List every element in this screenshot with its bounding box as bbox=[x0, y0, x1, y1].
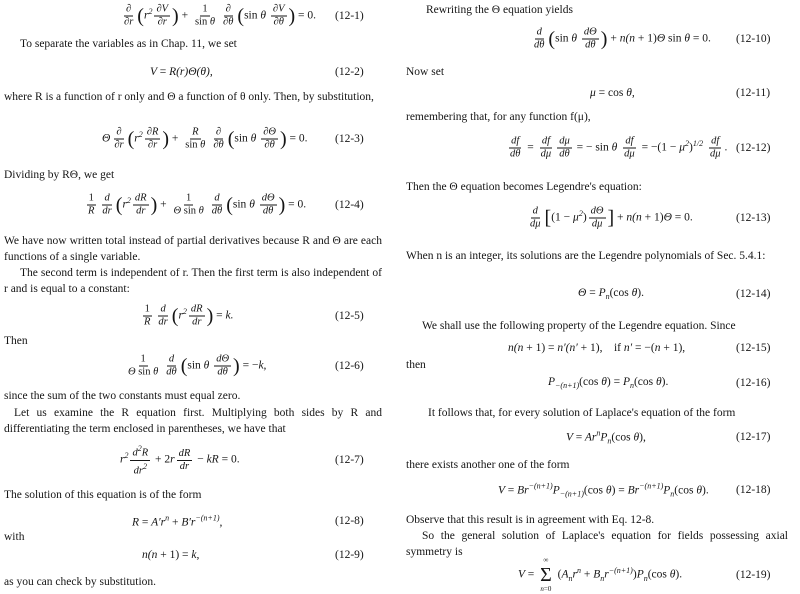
equation-12-12: $\frac{df}{d\theta}$ = $\frac{df}{d\mu}$ $\frac{d\mu}{d\theta}$ = − sin θ $\frac{df}{d\mu}$ = $-(1 - \mu^2)^{1/2}$ $\frac{df}{d\mu}$ . (12-12) bbox=[510, 135, 771, 160]
equation-12-15: n(n + 1) = n′(n′ + 1), if n′ = −(n + 1), (12-15) bbox=[508, 342, 771, 354]
equation-number: (12-18) bbox=[736, 484, 771, 496]
equation-number: (12-3) bbox=[335, 133, 364, 145]
equation-12-16: $P_{-(n+1)}(\cos$ $\theta) = P_n(\cos$ θ). (12-16) bbox=[548, 375, 771, 391]
paragraph: When n is an integer, its solutions are the Legendre polynomials of Sec. 5.4.1: bbox=[406, 250, 766, 262]
equation-12-13: $\frac{d}{d\mu}$ [$(1 - \mu^2)$ $\frac{d\Theta}{d\mu}$ ] + n(n + 1)Θ = 0. (12-13) bbox=[530, 205, 771, 230]
paragraph: there exists another one of the form bbox=[406, 459, 570, 471]
equation-number: (12-12) bbox=[736, 142, 771, 154]
equation-number: (12-11) bbox=[736, 87, 771, 99]
paragraph: then bbox=[406, 359, 426, 371]
paragraph: The second term is independent of r. Then the first term is also independent of r and is equal to a constant: bbox=[4, 267, 382, 295]
equation-number: (12-1) bbox=[335, 10, 364, 22]
paragraph: Then bbox=[4, 335, 28, 347]
paragraph: Rewriting the Θ equation yields bbox=[426, 4, 573, 16]
paragraph: We have now written total instead of partial derivatives because R and Θ are each functions of a single variable. bbox=[4, 235, 382, 263]
equation-number: (12-19) bbox=[736, 569, 771, 581]
paragraph: Dividing by RΘ, we get bbox=[4, 169, 115, 181]
equation-number: (12-9) bbox=[335, 549, 364, 561]
equation-12-10: $\frac{d}{d\theta}$ (sin θ $\frac{d\Theta}{d\theta}$ ) + n(n + 1)Θ sin θ = 0. (12-10) bbox=[534, 26, 771, 51]
paragraph: Then the Θ equation becomes Legendre's equation: bbox=[406, 181, 642, 193]
equation-number: (12-5) bbox=[335, 310, 364, 322]
equation-12-2: V = R(r)Θ(θ), (12-2) bbox=[150, 66, 364, 78]
equation-12-19: V = ∞ Σ n=0 $(A_nr^n + B_nr^{-(n+1)})P_n(\cos$ θ). (12-19) bbox=[518, 556, 771, 593]
equation-number: (12-2) bbox=[335, 66, 364, 78]
equation-number: (12-8) bbox=[335, 515, 364, 527]
paragraph: We shall use the following property of the Legendre equation. Since bbox=[422, 320, 736, 332]
paragraph: It follows that, for every solution of Laplace's equation of the form bbox=[428, 407, 736, 419]
equation-number: (12-13) bbox=[736, 212, 771, 224]
equation-12-3: Θ $\frac{\partial}{\partial r}$ ($r^2$ $\frac{\partial R}{\partial r}$ ) + $\frac{R}{\text{sin θ}}$ $\frac{\partial}{\partial\theta}$ (sin θ $\frac{\partial\Theta}{\partial\theta}$ ) = 0. (12-3) bbox=[102, 126, 364, 151]
paragraph: since the sum of the two constants must equal zero. bbox=[4, 390, 241, 402]
equation-number: (12-14) bbox=[736, 288, 771, 300]
paragraph: Observe that this result is in agreement with Eq. 12-8. bbox=[406, 514, 655, 526]
equation-number: (12-10) bbox=[736, 33, 771, 45]
equation-number: (12-4) bbox=[335, 199, 364, 211]
equation-12-18: $V = Br^{-(n+1)}P_{-(n+1)}(\cos$ $\theta) = Br^{-(n+1)}P_n(\cos$ θ). (12-18) bbox=[498, 481, 771, 499]
equation-12-8: $R = A'r^n + B'r^{-(n+1)}$, (12-8) bbox=[132, 513, 364, 529]
paragraph: Now set bbox=[406, 66, 445, 78]
paragraph: So the general solution of Laplace's equation for fields possessing axial symmetry is bbox=[406, 530, 788, 558]
equation-12-17: $V = Ar^nP_n(\cos$ θ), (12-17) bbox=[566, 428, 771, 446]
paragraph: remembering that, for any function f(μ), bbox=[406, 111, 591, 123]
equation-12-4: $\frac{1}{R}$ $\frac{d}{dr}$ ($r^2$ $\frac{dR}{dr}$ ) + $\frac{1}{\text{Θ sin θ}}$ $\frac{d}{d\theta}$ (sin θ $\frac{d\Theta}{d\theta}$ ) = 0. (12-4) bbox=[88, 192, 364, 217]
paragraph: To separate the variables as in Chap. 11, we set bbox=[20, 38, 237, 50]
paragraph: The solution of this equation is of the form bbox=[4, 489, 202, 501]
paragraph: Let us examine the R equation first. Multiplying both sides by R and differentiating the term enclosed in parentheses, we have that bbox=[4, 407, 382, 435]
equation-number: (12-7) bbox=[335, 454, 364, 466]
equation-12-9: n(n + 1) = k, (12-9) bbox=[142, 549, 364, 561]
equation-number: (12-15) bbox=[736, 342, 771, 354]
paragraph: with bbox=[4, 531, 25, 543]
equation-12-14: $\Theta = P_n(\cos$ θ). (12-14) bbox=[578, 286, 771, 302]
equation-number: (12-6) bbox=[335, 360, 364, 372]
equation-12-7: $r^2$ $\frac{d^2R}{dr^2}$ + 2r $\frac{dR}{dr}$ − kR = 0. (12-7) bbox=[120, 444, 364, 476]
equation-number: (12-16) bbox=[736, 377, 771, 389]
equation-12-5: $\frac{1}{R}$ $\frac{d}{dr}$ ($r^2$ $\frac{dR}{dr}$ ) = k. (12-5) bbox=[144, 303, 364, 328]
equation-12-11: μ = cos θ, (12-11) bbox=[590, 87, 771, 99]
equation-12-6: $\frac{1}{\text{Θ sin θ}}$ $\frac{d}{d\theta}$ (sin θ $\frac{d\Theta}{d\theta}$ ) = −k, (12-6) bbox=[128, 353, 364, 378]
paragraph: as you can check by substitution. bbox=[4, 576, 157, 588]
equation-12-1: $\frac{\partial}{\partial r}$ ($r^2$ $\frac{\partial V}{\partial r}$ ) + $\frac{1}{\text{sin θ}}$ $\frac{\partial}{\partial\theta}$ (sin θ $\frac{\partial V}{\partial\theta}$ ) = 0. (12-1) bbox=[124, 3, 364, 28]
paragraph: where R is a function of r only and Θ a function of θ only. Then, by substitution, bbox=[4, 91, 374, 103]
equation-number: (12-17) bbox=[736, 431, 771, 443]
